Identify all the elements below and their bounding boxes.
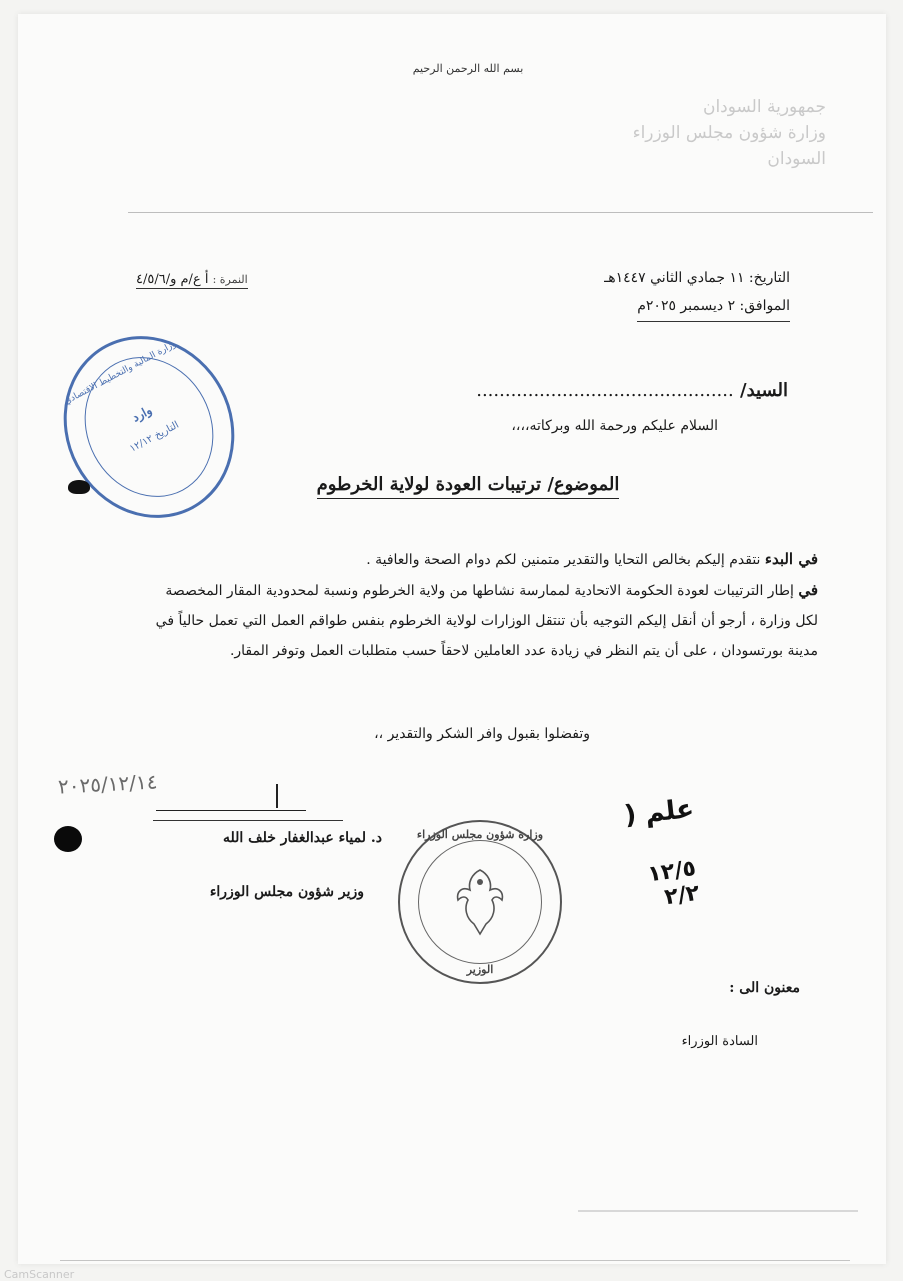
ministry-seal xyxy=(398,820,562,984)
addressed-to: معنون الى : xyxy=(729,980,800,996)
signatory-name: د. لمياء عبدالغفار خلف الله xyxy=(222,830,382,846)
footer-rule xyxy=(60,1260,850,1261)
ministry-seal-ring-text: وزارة شؤون مجلس الوزراء xyxy=(416,828,544,841)
document-page xyxy=(18,14,886,1264)
faint-footer-mark xyxy=(578,1210,858,1212)
received-stamp xyxy=(32,306,266,548)
letterhead xyxy=(526,94,826,172)
recipients: السادة الوزراء xyxy=(681,1034,758,1049)
redaction-dot xyxy=(54,826,82,852)
reference-value: أ ع/م و/٤/٥/٦ xyxy=(136,272,209,287)
received-stamp-ring-text: وزارة المالية والتخطيط الاقتصادي xyxy=(62,339,179,407)
paragraph-1-text: نتقدم إليكم بخالص التحايا والتقدير متمنين لكم دوام الصحة والعافية . xyxy=(366,552,765,568)
gregorian-date: الموافق: ٢ ديسمبر ٢٠٢٥م xyxy=(637,292,790,322)
handwritten-date: ١٢/٥ ٢/٢ xyxy=(646,855,702,911)
letterhead-line-3: السودان xyxy=(767,149,826,169)
reference-label: النمرة : xyxy=(212,273,248,286)
received-stamp-date: التاريخ ١٢/١٢ xyxy=(127,419,181,455)
salutation xyxy=(476,380,788,401)
eagle-emblem-icon xyxy=(450,864,510,940)
subject-line xyxy=(218,474,718,495)
paragraph-2-lead: في xyxy=(798,581,818,599)
closing-line: وتفضلوا بقبول وافر الشكر والتقدير ،، xyxy=(374,726,590,742)
salutation-label: السيد/ xyxy=(740,380,788,401)
paragraph-1-lead: في البدء xyxy=(764,550,818,568)
salutation-dots: ............................................. xyxy=(476,380,734,401)
letter-body xyxy=(148,544,818,666)
signature-stroke xyxy=(276,784,278,808)
handwritten-number: ٢٠٢٥/١٢/١٤ xyxy=(57,769,158,799)
ministry-seal-bottom-text: الوزير xyxy=(466,963,494,976)
paragraph-1 xyxy=(148,544,818,575)
ink-blot xyxy=(68,480,90,494)
signature-underline xyxy=(153,820,343,821)
subject-text: الموضوع/ ترتيبات العودة لولاية الخرطوم xyxy=(317,474,620,499)
paragraph-2-text: إطار الترتيبات لعودة الحكومة الاتحادية لممارسة نشاطها من ولاية الخرطوم ونسبة لمحدودية المقار المخصصة لكل وزارة ، أرجو أن أنقل إليكم التوجيه بأن تنتقل الوزارات لولاية الخرطوم بنفس طواقم العمل التي تعمل حالياً في مدينة بورتسودان ، على أن يتم النظر في زيادة عدد العاملين لاحقاً حسب متطلبات العمل وتوفر المقار. xyxy=(155,583,818,659)
hijri-date: التاريخ: ١١ جمادي الثاني ١٤٤٧هـ xyxy=(604,270,790,286)
letterhead-line-2: وزارة شؤون مجلس الوزراء xyxy=(632,123,826,143)
paragraph-2 xyxy=(148,575,818,666)
received-stamp-text: وارد xyxy=(129,402,155,425)
handwritten-note: علم ( xyxy=(622,793,696,832)
scanner-watermark: CamScanner xyxy=(4,1268,75,1281)
reference-number xyxy=(136,272,248,289)
basmala: بسم الله الرحمن الرحيم xyxy=(412,62,524,75)
date-block xyxy=(604,264,790,322)
letterhead-line-1: جمهورية السودان xyxy=(702,97,826,117)
signature-line xyxy=(156,810,306,811)
greeting: السلام عليكم ورحمة الله وبركاته،،،، xyxy=(511,418,718,434)
signatory-title: وزير شؤون مجلس الوزراء xyxy=(209,884,364,900)
letterhead-divider xyxy=(128,212,873,213)
